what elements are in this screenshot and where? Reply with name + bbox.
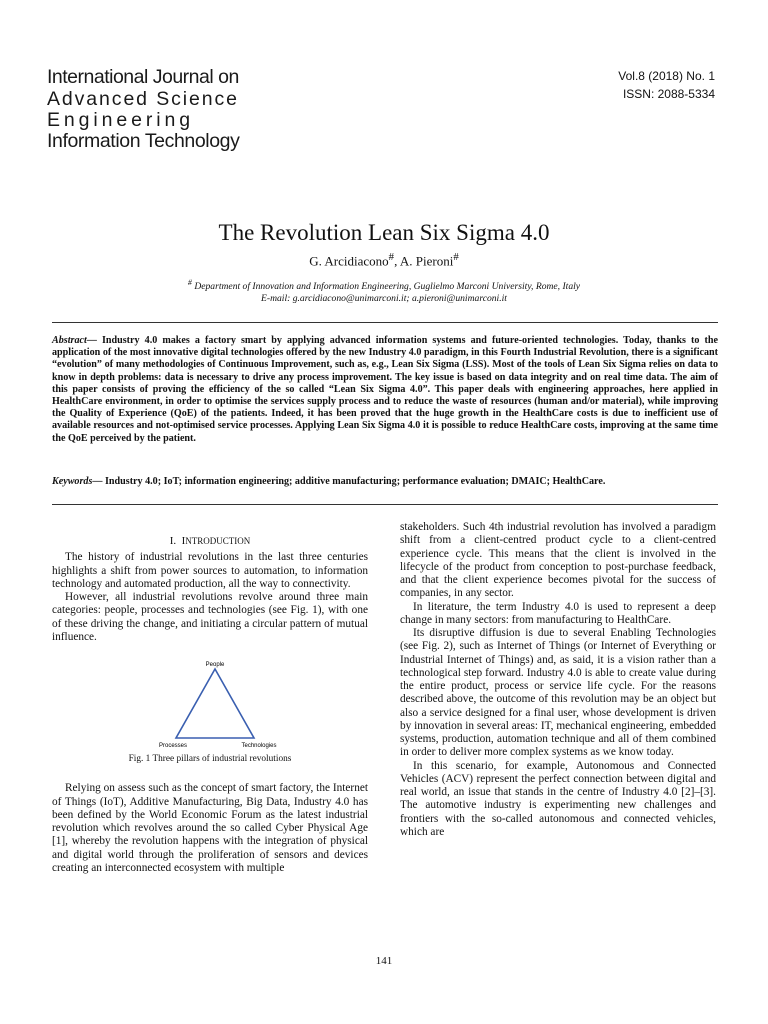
volume-info	[618, 67, 715, 103]
paragraph: In this scenario, for example, Autonomous and Connected Vehicles (ACV) represent the perfect connection between digital and real world, an issue that stands in the centre of Industry 4.0 [2]–[3]. The automotive industry is experimenting new challenges and frontiers with the so-called autonomous and connected vehicles, which are	[400, 759, 716, 838]
keywords-dash: —	[92, 476, 105, 487]
author-name: G. Arcidiacono	[309, 253, 389, 269]
journal-name-line4: Information Technology	[47, 130, 240, 152]
journal-logo	[47, 66, 239, 152]
section-title-rest: NTRODUCTION	[185, 536, 251, 546]
figure-1	[52, 661, 368, 751]
paper-title: The Revolution Lean Six Sigma 4.0	[218, 220, 550, 245]
affiliation-mark: #	[187, 278, 192, 287]
author-list	[0, 251, 768, 269]
abstract-dash: —	[86, 335, 102, 346]
journal-name-line1: International Journal on	[47, 66, 239, 88]
label-people: People	[205, 662, 225, 668]
section-number: I.	[169, 535, 177, 547]
abstract-top-rule	[52, 322, 718, 323]
section-title-initial: I	[181, 535, 186, 547]
page-number: 141	[375, 955, 393, 967]
paragraph: However, all industrial revolutions revolve around three main categories: people, processes and technologies (see Fig. 1), with one of these driving the change, and initiating a circular pattern of mutual influence.	[52, 591, 368, 643]
author-mark: #	[388, 251, 395, 263]
label-processes: Processes	[158, 743, 188, 749]
issn: ISSN: 2088-5334	[622, 87, 715, 101]
journal-name-line3: Engineering	[47, 109, 194, 131]
keywords-label: Keywords	[52, 476, 93, 487]
keywords	[52, 476, 718, 487]
three-pillars-triangle	[52, 661, 368, 751]
author-mark: #	[453, 251, 459, 263]
journal-name-line2: Advanced Science	[47, 88, 239, 110]
affiliation: Department of Innovation and Information Engineering, Guglielmo Marconi University, Rome, Italy	[194, 281, 581, 293]
paragraph: stakeholders. Such 4th industrial revolution has involved a paradigm shift from a client-centred product cycle to a client-centred experience cycle. This means that the client is involved in the lifecycle of the product from conception to post-purchase feedback, and that the client experience becomes pivotal for the success of companies, in any sector.	[400, 521, 716, 600]
section-heading-introduction	[52, 535, 368, 548]
paragraph: Relying on assess such as the concept of smart factory, the Internet of Things (IoT), Additive Manufacturing, Big Data, Industry 4.0 has been defined by the World Economic Forum as the latest industrial revolution which revolves around the so called Cyber Physical Age [1], whereby the revolution happens with the integration of physical and digital world through the proliferation of sensors and devices creating an interconnected ecosystem with multiple	[52, 782, 368, 874]
author-separator: ,	[394, 253, 400, 269]
paragraph: The history of industrial revolutions in the last three centuries highlights a shift from power sources to automation, to information technology and automated production, all the way to connectivity.	[52, 551, 368, 590]
paragraph: In literature, the term Industry 4.0 is used to represent a deep change in many sectors: from manufacturing to HealthCare.	[400, 600, 716, 626]
label-technologies: Technologies	[241, 743, 277, 749]
author-email: E-mail: g.arcidiacono@unimarconi.it; a.pieroni@unimarconi.it	[261, 293, 507, 305]
abstract-label: Abstract	[52, 335, 87, 346]
abstract-bottom-rule	[52, 504, 718, 505]
abstract-text: Industry 4.0 makes a factory smart by applying advanced information systems and future-oriented technologies. Today, thanks to the application of the most innovative digital technologies offered by the new Industry 4.0 paradigm, in this Fourth Industrial Revolution, there is a significant “evolution” of many methodologies of Continuous Improvement, such as, e.g., Lean Six Sigma (LSS). Most of the tools of Lean Six Sigma relies on data to know in depth problems: data is necessary to drive any process improvement. The key issue is based on data integrity and on real time data. The aim of this paper consists of proving the efficiency of the so called “Lean Six Sigma 4.0”. This paper deals with engineering approaches, here applied in HealthCare environment, in order to optimise the services supply process and to reduce the waste of resources (human and/or material), while improving the Quality of Experience (QoE) of the patients. Indeed, it has been proved that the huge growth in the HealthCare costs is due to inefficient use of available resources and not-optimised service processes. Applying Lean Six Sigma 4.0 it is possible to reduce HealthCare costs, improving at the same time the QoE perceived by the patient.	[52, 335, 718, 444]
paragraph: Its disruptive diffusion is due to several Enabling Technologies (see Fig. 2), such as Internet of Things (or Internet of Everything or Industrial Internet of Things) and, as said, it is a vision rather than a technological step forward. Industry 4.0 is able to create value during the entire product, process or service life cycle. For the reasons described above, the outcome of this revolution may be an object but also a service designed for a final user, whose development is driven by innovation in several areas: IT, mechanical engineering, embedded systems, production, automation technique and all of them combined in order to deliver more complex systems as we know today.	[400, 627, 716, 759]
volume-number: Vol.8 (2018) No. 1	[618, 69, 715, 83]
left-column	[52, 535, 368, 875]
right-column	[400, 521, 716, 839]
triangle-shape	[176, 669, 254, 738]
abstract	[52, 335, 718, 445]
affiliation-block	[0, 277, 768, 305]
figure-1-caption: Fig. 1 Three pillars of industrial revolutions	[128, 754, 292, 764]
keywords-text: Industry 4.0; IoT; information engineering; additive manufacturing; performance evaluation; DMAIC; HealthCare.	[105, 476, 606, 487]
author-name: A. Pieroni	[399, 253, 454, 269]
